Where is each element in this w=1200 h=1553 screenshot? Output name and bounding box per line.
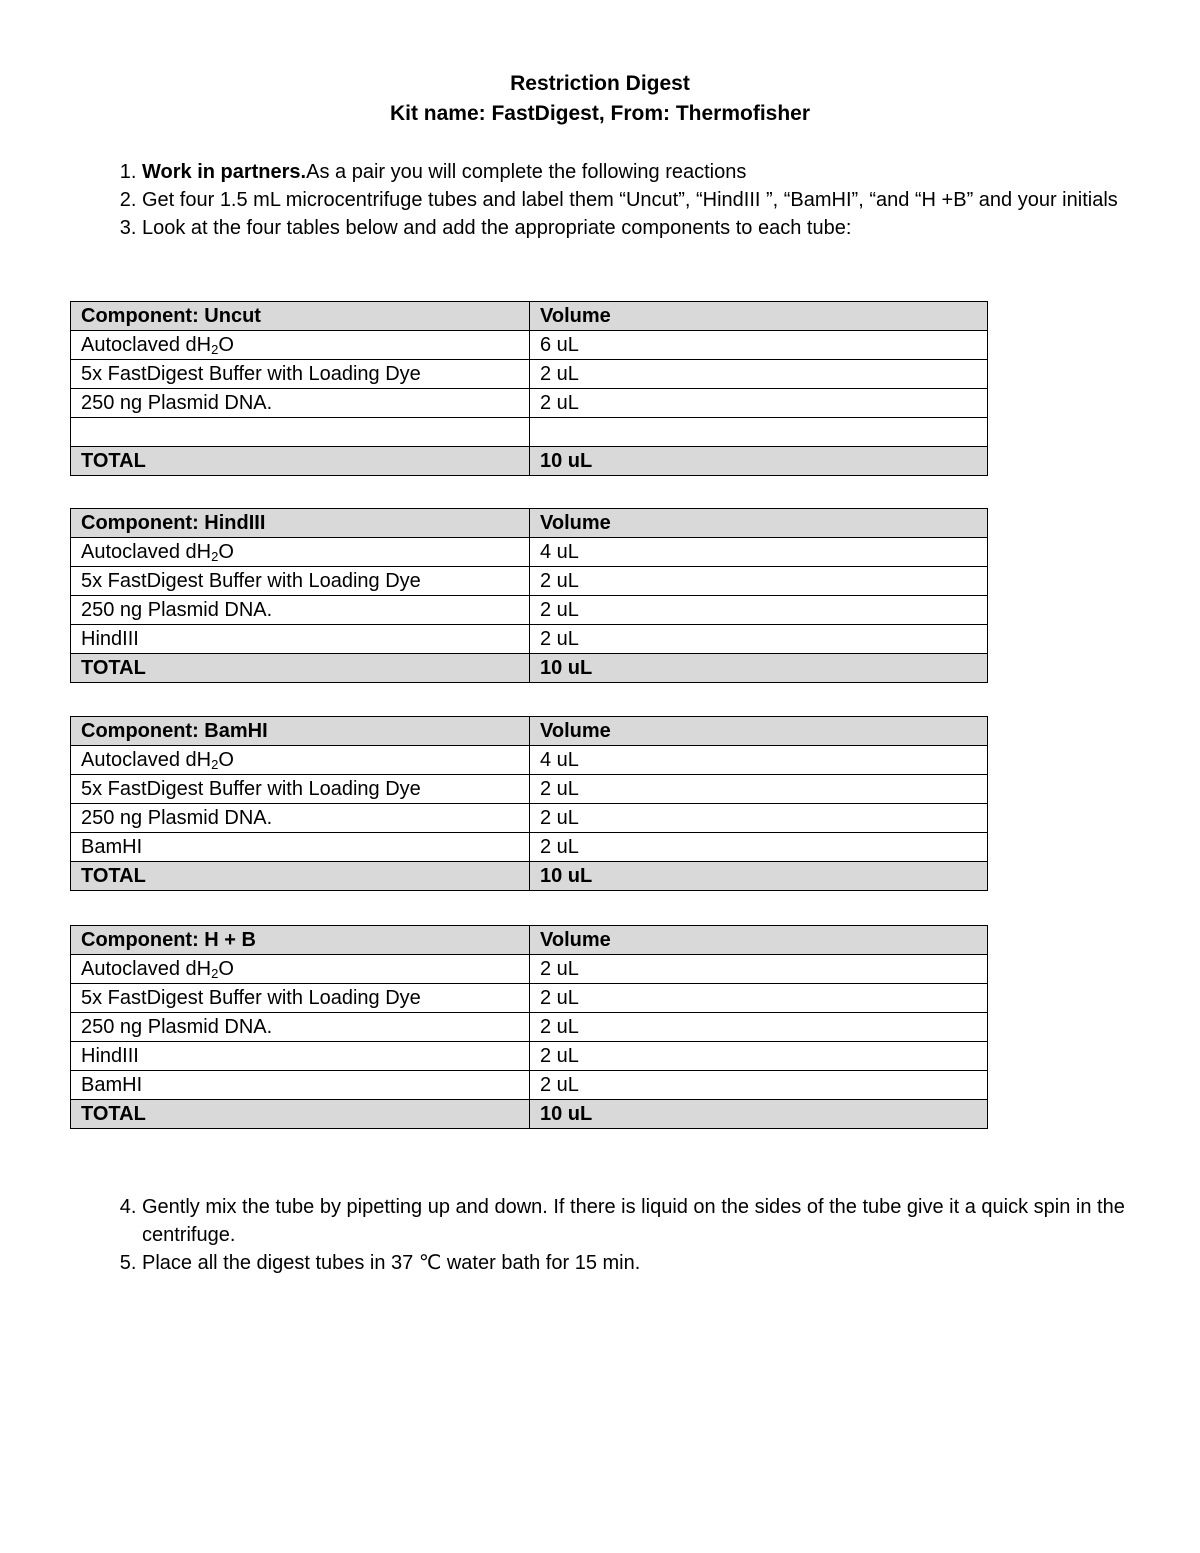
component-cell: Component: Uncut — [71, 302, 530, 331]
water-label-prefix: Autoclaved dH — [81, 334, 212, 356]
water-label-suffix: O — [218, 958, 234, 980]
table-row — [71, 804, 988, 833]
component-cell: 250 ng Plasmid DNA. — [71, 596, 530, 625]
table-row — [71, 567, 988, 596]
kit-subtitle: Kit name: FastDigest, From: Thermofisher — [389, 102, 811, 125]
component-table — [70, 925, 988, 1129]
component-cell: 250 ng Plasmid DNA. — [71, 389, 530, 418]
volume-cell: 6 uL — [530, 331, 988, 360]
volume-cell: 2 uL — [530, 955, 988, 984]
table-row — [71, 418, 988, 447]
component-table — [70, 301, 988, 476]
step-text: Get four 1.5 mL microcentrifuge tubes and label them “Uncut”, “HindIII ”, “BamHI”, “and “H +B” and your initials — [142, 189, 1118, 211]
table-row — [71, 331, 988, 360]
table-row — [71, 746, 988, 775]
table-row — [71, 984, 988, 1013]
table-header-row — [71, 509, 988, 538]
water-label-suffix: O — [218, 541, 234, 563]
table-header-row — [71, 926, 988, 955]
step-item — [142, 186, 1172, 214]
final-steps-list — [100, 1193, 1172, 1277]
volume-cell: 2 uL — [530, 596, 988, 625]
water-label-prefix: Autoclaved dH — [81, 749, 212, 771]
volume-cell: Volume — [530, 509, 988, 538]
volume-cell: Volume — [530, 717, 988, 746]
step-item — [142, 214, 1172, 242]
volume-cell: 4 uL — [530, 538, 988, 567]
volume-cell: 10 uL — [530, 447, 988, 476]
component-cell: 250 ng Plasmid DNA. — [71, 1013, 530, 1042]
volume-cell: Volume — [530, 302, 988, 331]
water-label-subscript: 2 — [211, 757, 219, 772]
step-item — [142, 1193, 1172, 1249]
volume-cell: 2 uL — [530, 389, 988, 418]
table-total-row — [71, 654, 988, 683]
table-header-row — [71, 717, 988, 746]
component-cell: 250 ng Plasmid DNA. — [71, 804, 530, 833]
table-row — [71, 1042, 988, 1071]
water-label-subscript: 2 — [211, 966, 219, 981]
volume-cell: 10 uL — [530, 1100, 988, 1129]
volume-cell: 10 uL — [530, 654, 988, 683]
component-cell: HindIII — [71, 1042, 530, 1071]
volume-cell: 2 uL — [530, 567, 988, 596]
table-row — [71, 955, 988, 984]
intro-steps-list — [100, 158, 1172, 242]
component-cell: TOTAL — [71, 447, 530, 476]
table-row — [71, 360, 988, 389]
document-title: Restriction Digest — [510, 72, 690, 95]
table-row — [71, 625, 988, 654]
component-table — [70, 716, 988, 891]
volume-cell: 2 uL — [530, 984, 988, 1013]
component-cell — [71, 418, 530, 447]
component-cell: TOTAL — [71, 654, 530, 683]
volume-cell: 2 uL — [530, 1042, 988, 1071]
volume-cell: 2 uL — [530, 1013, 988, 1042]
step-bold-text: Work in partners. — [142, 161, 307, 183]
volume-cell: 10 uL — [530, 862, 988, 891]
component-cell: Component: BamHI — [71, 717, 530, 746]
water-label-prefix: Autoclaved dH — [81, 541, 212, 563]
component-cell: Component: H + B — [71, 926, 530, 955]
water-label-suffix: O — [218, 334, 234, 356]
component-table — [70, 508, 988, 683]
water-label-prefix: Autoclaved dH — [81, 958, 212, 980]
component-cell — [71, 538, 530, 567]
table-row — [71, 833, 988, 862]
component-cell — [71, 955, 530, 984]
volume-cell: 2 uL — [530, 775, 988, 804]
table-row — [71, 1013, 988, 1042]
volume-cell — [530, 418, 988, 447]
step-text: Look at the four tables below and add the appropriate components to each tube: — [142, 217, 852, 239]
volume-cell: Volume — [530, 926, 988, 955]
table-total-row — [71, 447, 988, 476]
volume-cell: 2 uL — [530, 804, 988, 833]
step-text: Gently mix the tube by pipetting up and down. If there is liquid on the sides of the tube give it a quick spin in the centrifuge. — [142, 1196, 1125, 1246]
component-cell: 5x FastDigest Buffer with Loading Dye — [71, 567, 530, 596]
step-item — [142, 1249, 1172, 1277]
component-cell: TOTAL — [71, 862, 530, 891]
volume-cell: 2 uL — [530, 360, 988, 389]
table-row — [71, 1071, 988, 1100]
water-label-subscript: 2 — [211, 549, 219, 564]
water-label-subscript: 2 — [211, 342, 219, 357]
table-row — [71, 775, 988, 804]
table-row — [71, 389, 988, 418]
volume-cell: 4 uL — [530, 746, 988, 775]
component-cell: HindIII — [71, 625, 530, 654]
volume-cell: 2 uL — [530, 833, 988, 862]
water-label-suffix: O — [218, 749, 234, 771]
component-cell: 5x FastDigest Buffer with Loading Dye — [71, 360, 530, 389]
component-cell — [71, 746, 530, 775]
component-cell: Component: HindIII — [71, 509, 530, 538]
table-total-row — [71, 1100, 988, 1129]
table-row — [71, 596, 988, 625]
component-cell: BamHI — [71, 1071, 530, 1100]
table-header-row — [71, 302, 988, 331]
volume-cell: 2 uL — [530, 625, 988, 654]
step-item — [142, 158, 1172, 186]
component-cell: BamHI — [71, 833, 530, 862]
step-text: Place all the digest tubes in 37 ℃ water bath for 15 min. — [142, 1252, 641, 1274]
component-cell: 5x FastDigest Buffer with Loading Dye — [71, 775, 530, 804]
step-text: As a pair you will complete the following reactions — [306, 161, 747, 183]
table-total-row — [71, 862, 988, 891]
component-cell: 5x FastDigest Buffer with Loading Dye — [71, 984, 530, 1013]
table-row — [71, 538, 988, 567]
volume-cell: 2 uL — [530, 1071, 988, 1100]
component-cell: TOTAL — [71, 1100, 530, 1129]
component-cell — [71, 331, 530, 360]
